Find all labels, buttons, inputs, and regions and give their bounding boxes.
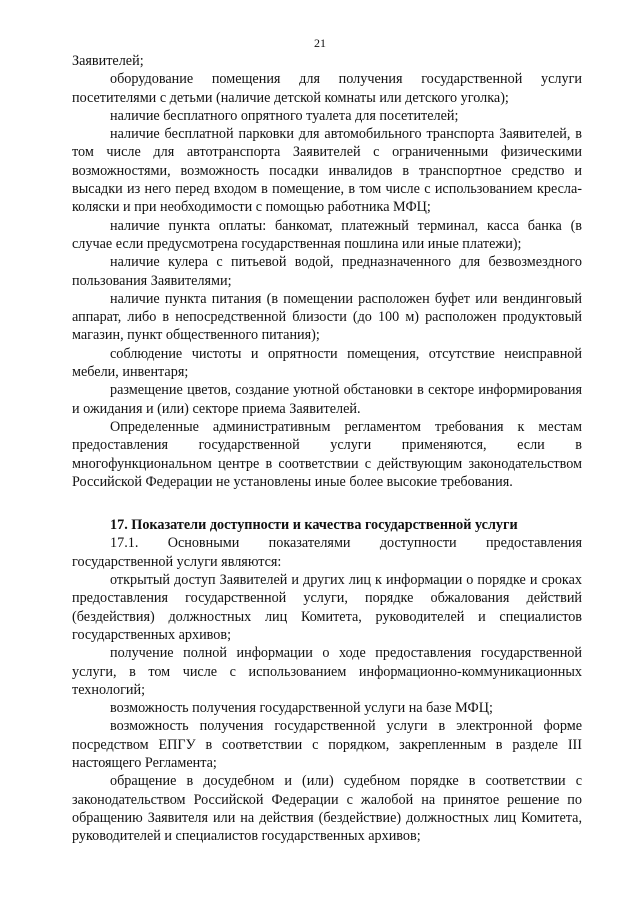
paragraph: наличие пункта оплаты: банкомат, платежный терминал, касса банка (в случае если предусмотрена государственная пошлина или иные платежи); bbox=[72, 217, 582, 252]
paragraph: возможность получения государственной услуги в электронной форме посредством ЕПГУ в соответствии с порядком, закрепленным в разделе III настоящего Регламента; bbox=[72, 718, 582, 771]
paragraph: возможность получения государственной услуги на базе МФЦ; bbox=[110, 700, 493, 717]
paragraph: обращение в досудебном и (или) судебном порядке в соответствии с законодательством Российской Федерации с жалобой на принятое решение по обращению Заявителя или на действия (бездействие) должностных лиц Комитета, руководителей и специалистов государственных архивов; bbox=[72, 773, 582, 845]
paragraph: наличие бесплатного опрятного туалета для посетителей; bbox=[110, 107, 459, 124]
paragraph: наличие пункта питания (в помещении расположен буфет или вендинговый аппарат, либо в непосредственной близости (до 100 м) расположен продуктовый магазин, пункт общественного питания); bbox=[72, 290, 582, 344]
paragraph: наличие кулера с питьевой водой, предназначенного для безвозмездного пользования Заявителями; bbox=[72, 254, 582, 289]
section-heading: 17. Показатели доступности и качества государственной услуги bbox=[110, 517, 518, 534]
paragraph: оборудование помещения для получения государственной услуги посетителями с детьми (наличие детской комнаты или детского уголка); bbox=[72, 71, 582, 106]
indicators-list bbox=[72, 534, 582, 845]
paragraph: соблюдение чистоты и опрятности помещения, отсутствие неисправной мебели, инвентаря; bbox=[72, 345, 582, 381]
document-body bbox=[72, 52, 582, 845]
paragraph: получение полной информации о ходе предоставления государственной услуги, в том числе с использованием информационно-коммуникационных технологий; bbox=[72, 645, 582, 698]
paragraph: наличие бесплатной парковки для автомобильного транспорта Заявителей, в том числе для автотранспорта Заявителей с ограниченными физическими возможностями, возможность посадки инвалидов в транспортное средство и высадки из него перед входом в помещение, в том числе с использованием кресла-коляски и при необходимости с помощью работника МФЦ; bbox=[72, 126, 582, 216]
paragraph: Заявителей; bbox=[72, 53, 144, 69]
paragraph: 17.1. Основными показателями доступности предоставления государственной услуги являются: bbox=[72, 535, 582, 570]
page-number: 21 bbox=[314, 36, 326, 50]
paragraph: Определенные административным регламентом требования к местам предоставления государственной услуги применяются, если в многофункциональном центре в соответствии с действующим законодательством Российской Федерации не установлены иные более высокие требования. bbox=[72, 418, 582, 490]
paragraph: открытый доступ Заявителей и других лиц к информации о порядке и сроках предоставления государственной услуги, порядке обжалования действий (бездействия) должностных лиц Комитета, руководителей и специалистов государственных архивов; bbox=[72, 572, 582, 643]
requirements-list bbox=[72, 52, 582, 491]
paragraph: размещение цветов, создание уютной обстановки в секторе информирования и ожидания и (или) секторе приема Заявителей. bbox=[72, 382, 582, 417]
